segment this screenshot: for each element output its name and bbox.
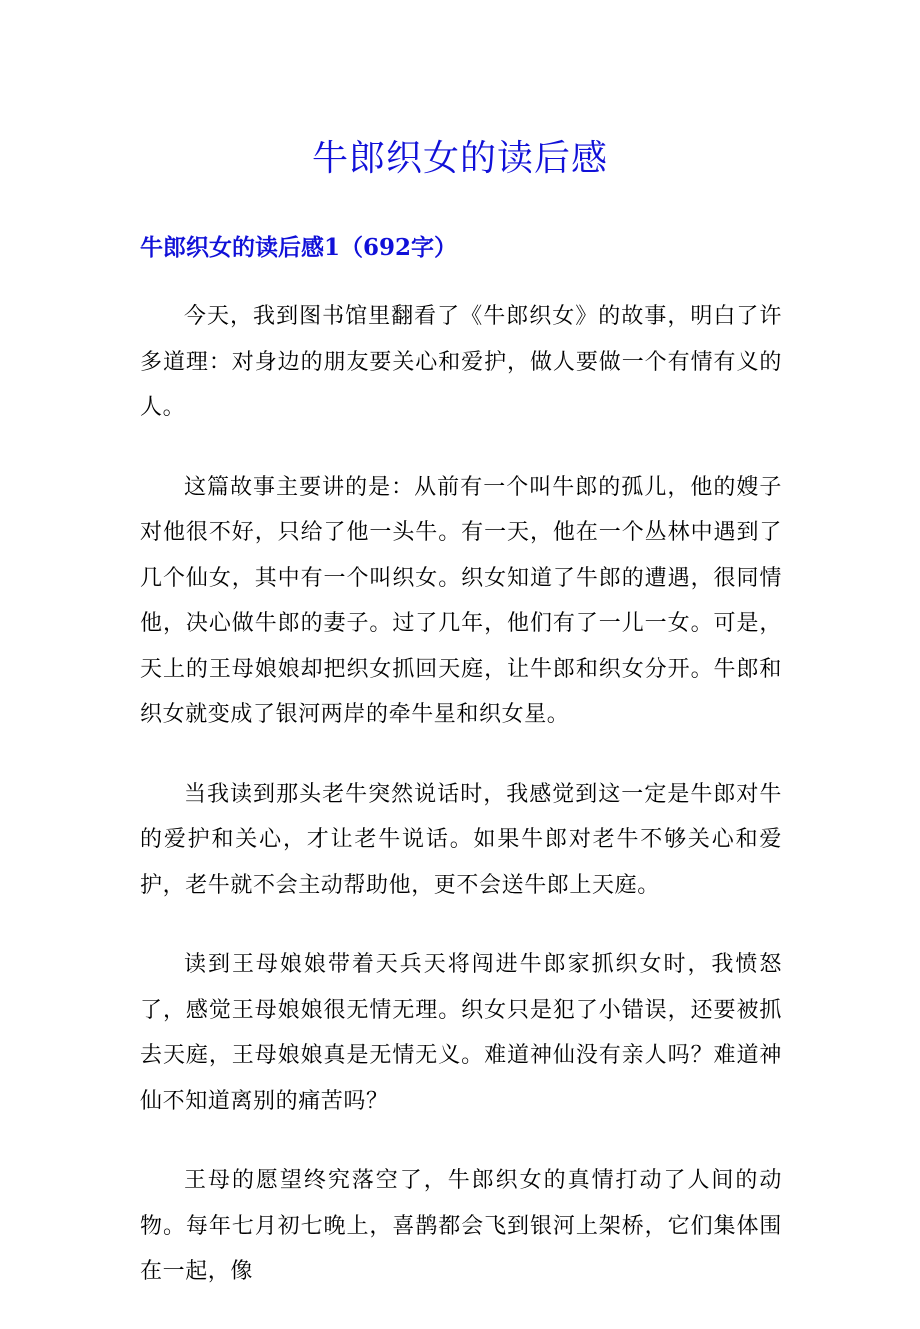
- paragraph-5: 王母的愿望终究落空了，牛郎织女的真情打动了人间的动物。每年七月初七晚上，喜鹊都会飞到银河上架桥，它们集体围在一起，像: [140, 1168, 782, 1284]
- paragraph-3: 当我读到那头老牛突然说话时，我感觉到这一定是牛郎对牛的爱护和关心，才让老牛说话。如果牛郎对老牛不够关心和爱护，老牛就不会主动帮助他，更不会送牛郎上天庭。: [140, 781, 782, 898]
- section-heading: 牛郎织女的读后感1（692字）: [140, 234, 458, 261]
- body-text: [140, 294, 782, 1329]
- paragraph-4: 读到王母娘娘带着天兵天将闯进牛郎家抓织女时，我愤怒了，感觉王母娘娘很无情无理。织女只是犯了小错误，还要被抓去天庭，王母娘娘真是无情无义。难道神仙没有亲人吗？难道神仙不知道离别的痛苦吗？: [140, 952, 782, 1114]
- paragraph-2: 这篇故事主要讲的是：从前有一个叫牛郎的孤儿，他的嫂子对他很不好，只给了他一头牛。有一天，他在一个丛林中遇到了几个仙女，其中有一个叫织女。织女知道了牛郎的遭遇，很同情他，决心做牛郎的妻子。过了几年，他们有了一儿一女。可是，天上的王母娘娘却把织女抓回天庭，让牛郎和织女分开。牛郎和织女就变成了银河两岸的牵牛星和织女星。: [140, 474, 782, 727]
- paragraph-1: 今天，我到图书馆里翻看了《牛郎织女》的故事，明白了许多道理：对身边的朋友要关心和爱护，做人要做一个有情有义的人。: [140, 304, 782, 420]
- document-title: 牛郎织女的读后感: [311, 138, 608, 179]
